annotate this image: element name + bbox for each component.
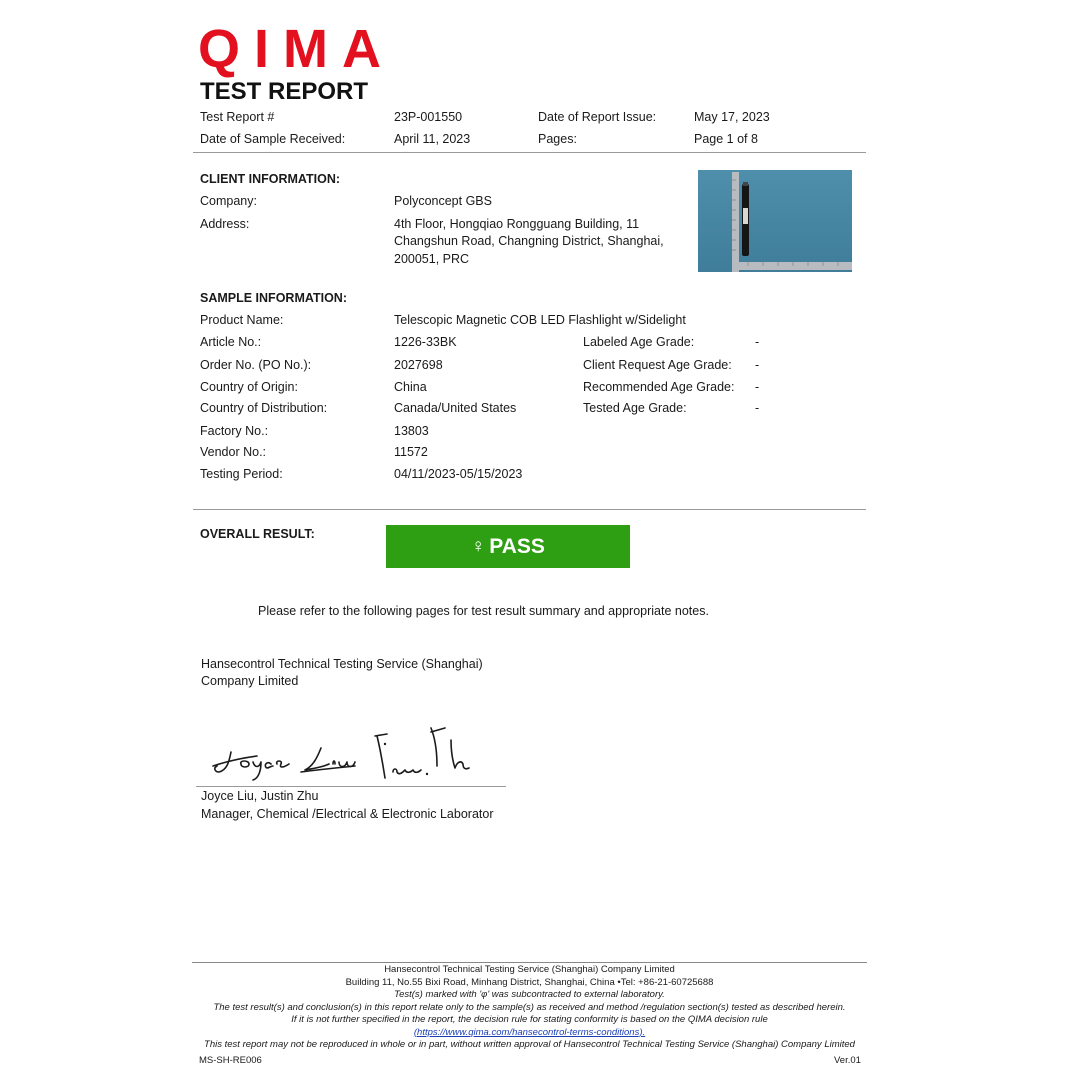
tested-age-grade-value: - bbox=[755, 401, 760, 415]
product-name-label: Product Name: bbox=[200, 313, 284, 327]
sample-divider bbox=[193, 509, 866, 510]
country-origin-label: Country of Origin: bbox=[200, 380, 298, 394]
signature-image bbox=[205, 722, 495, 784]
article-no-value: 1226-33BK bbox=[394, 335, 457, 349]
client-heading: CLIENT INFORMATION: bbox=[200, 172, 341, 186]
tested-age-grade-label: Tested Age Grade: bbox=[583, 401, 687, 415]
company-label: Company: bbox=[200, 194, 257, 208]
pass-icon: ♀ bbox=[471, 535, 486, 557]
report-number-label: Test Report # bbox=[200, 110, 275, 124]
footer-block bbox=[192, 964, 867, 1052]
footer-scope-note: The test result(s) and conclusion(s) in this report relate only to the sample(s) as received and method /regulation section(s) tested as described herein. bbox=[213, 1001, 846, 1013]
client-request-age-grade-value: - bbox=[755, 358, 760, 372]
footer-company: Hansecontrol Technical Testing Service (Shanghai) Company Limited bbox=[384, 964, 675, 975]
vendor-no-label: Vendor No.: bbox=[200, 445, 267, 459]
country-distribution-label: Country of Distribution: bbox=[200, 401, 328, 415]
sample-photo bbox=[698, 170, 852, 272]
ruler-horizontal bbox=[732, 262, 852, 270]
testing-period-value: 04/11/2023-05/15/2023 bbox=[394, 467, 523, 481]
factory-no-value: 13803 bbox=[394, 424, 429, 438]
footer-reproduction-note: This test report may not be reproduced in whole or in part, without written approval of Hansecontrol Technical Testing Service (Shanghai) Company Limited bbox=[204, 1039, 855, 1050]
page-count: Page 1 of 8 bbox=[694, 132, 758, 146]
address-line-1: 4th Floor, Hongqiao Rongguang Building, 11 bbox=[394, 217, 640, 231]
header-divider bbox=[193, 152, 866, 153]
issuer-line-2: Company Limited bbox=[201, 674, 299, 688]
testing-period-label: Testing Period: bbox=[200, 467, 283, 481]
terms-link[interactable]: (https://www.qima.com/hansecontrol-terms-conditions). bbox=[413, 1026, 646, 1038]
labeled-age-grade-label: Labeled Age Grade: bbox=[583, 335, 695, 349]
labeled-age-grade-value: - bbox=[755, 335, 760, 349]
footer-subcontract-note: Test(s) marked with 'φ' was subcontracted to external laboratory. bbox=[394, 989, 665, 1000]
factory-no-label: Factory No.: bbox=[200, 424, 269, 438]
article-no-label: Article No.: bbox=[200, 335, 262, 349]
signature-line bbox=[196, 786, 506, 787]
footer-address: Building 11, No.55 Bixi Road, Minhang District, Shanghai, China •Tel: +86-21-60725688 bbox=[345, 976, 714, 988]
refer-note: Please refer to the following pages for test result summary and appropriate notes. bbox=[258, 604, 709, 618]
country-origin-value: China bbox=[394, 380, 427, 394]
client-request-age-grade-label: Client Request Age Grade: bbox=[583, 358, 732, 372]
signatory-title: Manager, Chemical /Electrical & Electronic Laborator bbox=[201, 807, 494, 821]
flashlight-cob-strip bbox=[743, 208, 748, 224]
issue-date-label: Date of Report Issue: bbox=[538, 110, 657, 124]
address-label: Address: bbox=[200, 217, 250, 231]
issuer-line-1: Hansecontrol Technical Testing Service (Shanghai) bbox=[201, 657, 483, 671]
received-date-label: Date of Sample Received: bbox=[200, 132, 346, 146]
doc-code: MS-SH-RE006 bbox=[199, 1055, 262, 1066]
address-line-2: Changshun Road, Changning District, Shanghai, bbox=[394, 234, 664, 248]
pages-label: Pages: bbox=[538, 132, 577, 146]
recommended-age-grade-value: - bbox=[755, 380, 760, 394]
pass-badge bbox=[386, 525, 630, 568]
report-title: TEST REPORT bbox=[200, 78, 369, 105]
product-name-value: Telescopic Magnetic COB LED Flashlight w/Sidelight bbox=[394, 313, 686, 327]
footer-decision-rule-note: If it is not further specified in the report, the decision rule for stating conformity is based on the QIMA decision rule bbox=[291, 1014, 768, 1025]
sample-photo-graphic bbox=[698, 170, 852, 272]
recommended-age-grade-label: Recommended Age Grade: bbox=[583, 380, 735, 394]
sample-heading: SAMPLE INFORMATION: bbox=[200, 291, 347, 305]
address-line-3: 200051, PRC bbox=[394, 252, 470, 266]
order-no-label: Order No. (PO No.): bbox=[200, 358, 312, 372]
issue-date: May 17, 2023 bbox=[694, 110, 770, 124]
report-number: 23P-001550 bbox=[394, 110, 463, 124]
footer-divider bbox=[192, 962, 867, 963]
pass-text: PASS bbox=[489, 534, 545, 558]
country-distribution-value: Canada/United States bbox=[394, 401, 517, 415]
company-value: Polyconcept GBS bbox=[394, 194, 492, 208]
order-no-value: 2027698 bbox=[394, 358, 443, 372]
qima-logo: QIMA bbox=[198, 19, 395, 79]
signatory-names: Joyce Liu, Justin Zhu bbox=[201, 789, 319, 803]
overall-result-label: OVERALL RESULT: bbox=[200, 527, 315, 541]
vendor-no-value: 11572 bbox=[394, 445, 428, 459]
received-date: April 11, 2023 bbox=[394, 132, 471, 146]
ruler-vertical bbox=[732, 172, 739, 272]
doc-version: Ver.01 bbox=[834, 1055, 861, 1066]
